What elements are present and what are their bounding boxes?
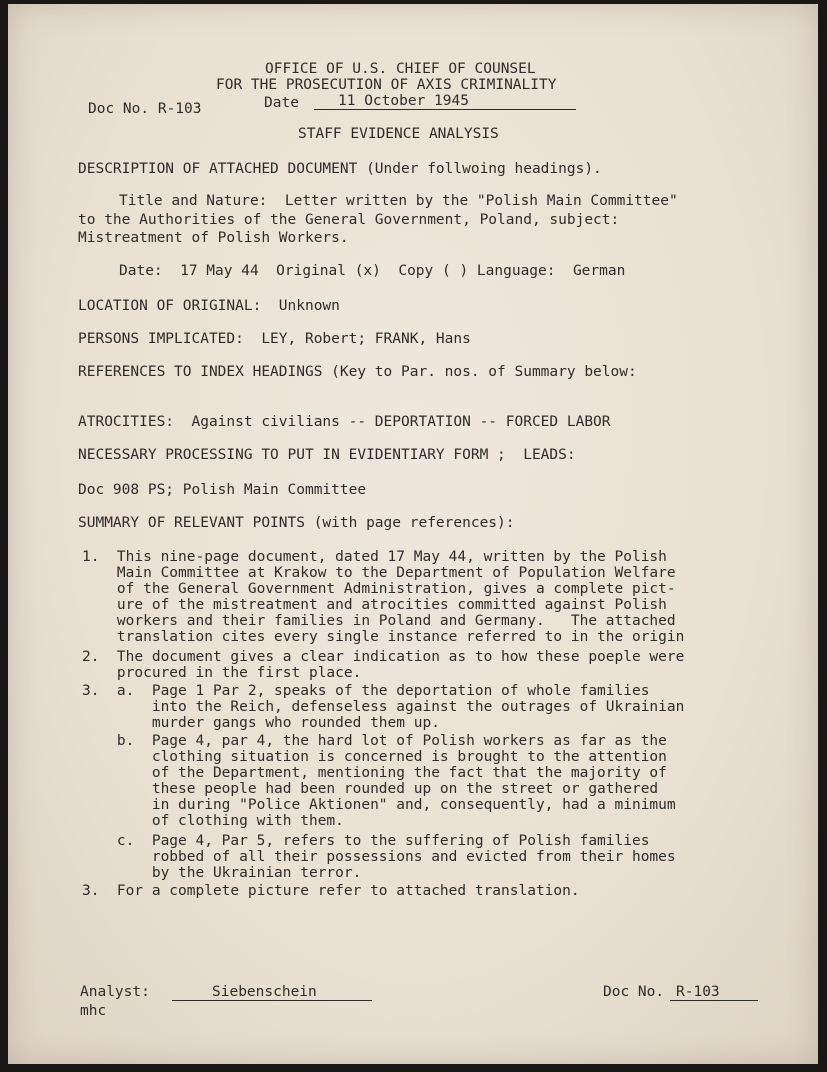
description-heading: DESCRIPTION OF ATTACHED DOCUMENT (Under follwoing headings). xyxy=(78,161,602,177)
title-nature-line-2: to the Authorities of the General Government, Poland, subject: xyxy=(78,212,620,228)
header-office-line: OFFICE OF U.S. CHIEF OF COUNSEL xyxy=(265,61,536,77)
summary-line: workers and their families in Poland and Germany. The attached xyxy=(82,613,676,629)
summary-line: procured in the first place. xyxy=(82,665,362,681)
processing-leads-line: NECESSARY PROCESSING TO PUT IN EVIDENTIARY FORM ; LEADS: xyxy=(78,447,576,463)
summary-line: of the General Government Administration, gives a complete pict- xyxy=(82,581,676,597)
summary-line: murder gangs who rounded them up. xyxy=(82,715,440,731)
typist-initials: mhc xyxy=(80,1003,107,1019)
summary-heading: SUMMARY OF RELEVANT POINTS (with page references): xyxy=(78,515,515,531)
location-line: LOCATION OF ORIGINAL: Unknown xyxy=(78,298,340,314)
summary-line: into the Reich, defenseless against the outrages of Ukrainian xyxy=(82,699,685,715)
summary-line: c. Page 4, Par 5, refers to the suffering of Polish families xyxy=(82,833,650,849)
header-prosecution-line: FOR THE PROSECUTION OF AXIS CRIMINALITY xyxy=(216,77,557,93)
date-underline xyxy=(314,109,576,110)
header-date-value: 11 October 1945 xyxy=(338,93,469,109)
summary-line: b. Page 4, par 4, the hard lot of Polish workers as far as the xyxy=(82,733,667,749)
atrocities-line: ATROCITIES: Against civilians -- DEPORTATION -- FORCED LABOR xyxy=(78,414,611,430)
summary-line: 3. a. Page 1 Par 2, speaks of the deportation of whole families xyxy=(82,683,650,699)
summary-line: 1. This nine-page document, dated 17 May 44, written by the Polish xyxy=(82,549,667,565)
header-date-label: Date xyxy=(264,95,299,111)
summary-line: translation cites every single instance referred to in the origin xyxy=(82,629,685,645)
summary-line: robbed of all their possessions and evicted from their homes xyxy=(82,849,676,865)
title-nature-line-3: Mistreatment of Polish Workers. xyxy=(78,230,349,246)
summary-line: 3. For a complete picture refer to attached translation. xyxy=(82,883,580,899)
footer-doc-underline xyxy=(670,1000,758,1001)
references-line: REFERENCES TO INDEX HEADINGS (Key to Par. nos. of Summary below: xyxy=(78,364,637,380)
summary-line: of the Department, mentioning the fact that the majority of xyxy=(82,765,667,781)
date-original-language-line: Date: 17 May 44 Original (x) Copy ( ) Language: German xyxy=(119,263,626,279)
summary-line: clothing situation is concerned is brought to the attention xyxy=(82,749,667,765)
persons-implicated-line: PERSONS IMPLICATED: LEY, Robert; FRANK, Hans xyxy=(78,331,471,347)
summary-line: in during "Police Aktionen" and, consequently, had a minimum xyxy=(82,797,676,813)
summary-line: Main Committee at Krakow to the Department of Population Welfare xyxy=(82,565,676,581)
title-nature-line-1: Title and Nature: Letter written by the "Polish Main Committee" xyxy=(119,193,678,209)
summary-line: 2. The document gives a clear indication as to how these poeple were xyxy=(82,649,685,665)
summary-line: ure of the mistreatment and atrocities committed against Polish xyxy=(82,597,667,613)
footer-doc-label: Doc No. xyxy=(603,984,665,1000)
analysis-title: STAFF EVIDENCE ANALYSIS xyxy=(298,126,499,142)
summary-line: by the Ukrainian terror. xyxy=(82,865,362,881)
analyst-name: Siebenschein xyxy=(212,984,317,1000)
doc-reference-line: Doc 908 PS; Polish Main Committee xyxy=(78,482,367,498)
summary-line: of clothing with them. xyxy=(82,813,344,829)
analyst-underline xyxy=(172,1000,372,1001)
analyst-label: Analyst: xyxy=(80,984,150,1000)
header-doc-number: Doc No. R-103 xyxy=(88,101,202,117)
summary-line: these people had been rounded up on the street or gathered xyxy=(82,781,659,797)
footer-doc-number: R-103 xyxy=(676,984,720,1000)
